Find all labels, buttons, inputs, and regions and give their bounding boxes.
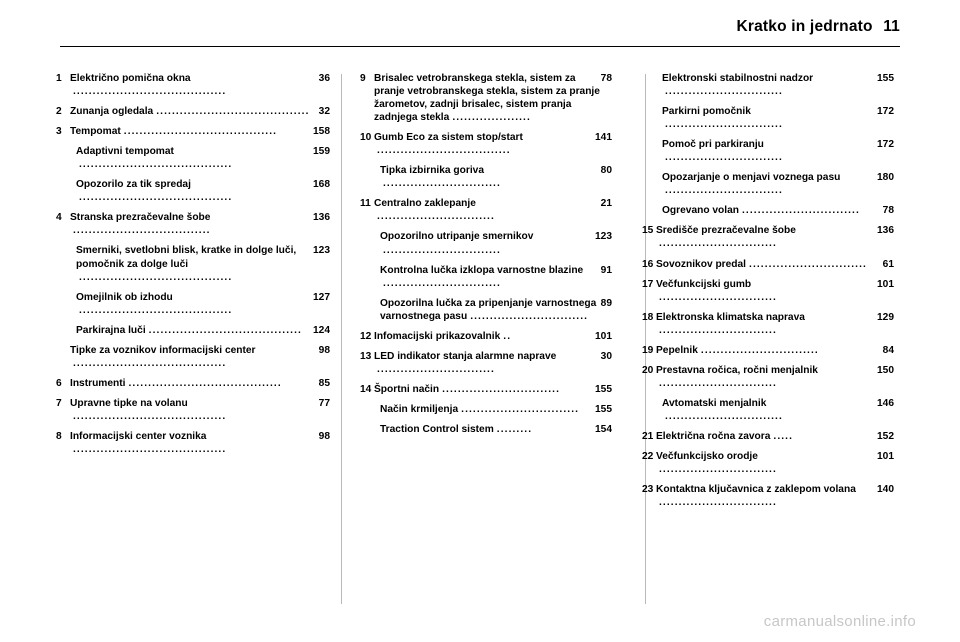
toc-entry-title-wrap [76, 291, 330, 317]
toc-entry-label: Zunanja ogledala [70, 106, 154, 118]
toc-entry-number: 22 [642, 451, 654, 463]
toc-entry-label: Opozarjanje o menjavi voznega pasu [662, 172, 841, 184]
toc-entry-title-wrap [656, 430, 894, 443]
toc-entry-label: Tipke za voznikov informacijski center [70, 344, 256, 356]
toc-entry-label: Središče prezračevalne šobe [656, 225, 796, 237]
toc-entry[interactable] [380, 264, 612, 290]
leader-dots: .............................. [442, 383, 561, 395]
toc-entry-label: Stranska prezračevalne šobe [70, 212, 211, 224]
leader-dots: .............................. [461, 403, 580, 415]
leader-dots: .............................. [377, 363, 495, 375]
toc-entry-page: 172 [877, 139, 894, 151]
toc-entry-page: 36 [318, 73, 330, 84]
toc-columns [56, 72, 904, 516]
leader-dots: ................................... [73, 225, 211, 237]
toc-entry[interactable] [76, 178, 330, 204]
toc-entry-title-wrap [380, 403, 612, 416]
toc-entry-title-wrap [374, 330, 612, 343]
toc-entry-page: 124 [313, 324, 330, 336]
toc-entry-page: 123 [595, 231, 612, 243]
toc-entry[interactable] [642, 364, 894, 390]
toc-entry-number: 7 [56, 397, 62, 409]
leader-dots: .............................. [659, 377, 777, 389]
leader-dots: ....................................... [148, 324, 302, 336]
toc-entry[interactable] [642, 311, 894, 337]
toc-entry-label: Športni način [374, 383, 440, 395]
toc-entry-label: Informacijski center voznika [70, 430, 207, 442]
toc-entry-page: 32 [318, 106, 330, 118]
toc-entry-page: 129 [877, 311, 894, 323]
toc-entry-page: 155 [595, 403, 612, 415]
toc-entry[interactable] [56, 344, 330, 370]
toc-entry-label: Elektronska klimatska naprava [656, 311, 805, 323]
toc-entry-number: 6 [56, 377, 62, 389]
toc-entry[interactable] [380, 230, 612, 256]
leader-dots: .............................. [742, 205, 860, 217]
watermark: carmanualsonline.info [763, 613, 916, 630]
toc-entry-page: 159 [313, 146, 330, 158]
toc-entry-page: 78 [882, 205, 894, 217]
leader-dots: .............................. [665, 410, 783, 422]
toc-entry-label: Parkirajna luči [76, 324, 146, 336]
toc-entry-page: 152 [877, 430, 894, 442]
page-number: 11 [883, 18, 900, 35]
toc-entry-title-wrap [662, 105, 894, 131]
leader-dots: .............................. [383, 244, 501, 256]
toc-entry-label: Instrumenti [70, 377, 126, 389]
leader-dots: .................................. [377, 145, 511, 157]
leader-dots: .................... [452, 112, 531, 124]
header-rule [60, 46, 900, 47]
leader-dots: ......... [496, 423, 533, 435]
toc-entry-number: 15 [642, 225, 654, 237]
toc-entry-label: Tempomat [70, 126, 121, 138]
toc-entry[interactable] [76, 291, 330, 317]
toc-entry-page: 180 [877, 172, 894, 184]
toc-entry-page: 123 [313, 245, 330, 257]
toc-entry[interactable] [56, 430, 330, 456]
toc-entry[interactable] [76, 244, 330, 283]
toc-entry-page: 101 [595, 330, 612, 342]
toc-entry-title-wrap [70, 105, 330, 118]
leader-dots: .............................. [659, 238, 777, 250]
toc-entry-title-wrap [374, 350, 612, 376]
toc-entry[interactable] [662, 72, 894, 98]
toc-entry[interactable] [360, 131, 612, 157]
toc-entry-label: Električna ročna zavora [656, 430, 771, 442]
toc-entry[interactable] [76, 324, 330, 337]
toc-entry-title-wrap [374, 383, 612, 396]
toc-entry-title-wrap [662, 72, 894, 98]
toc-entry-number: 20 [642, 364, 654, 376]
toc-entry-page: 168 [313, 179, 330, 191]
leader-dots: ..... [773, 430, 794, 442]
toc-entry-page: 30 [600, 350, 612, 362]
toc-entry-page: 150 [877, 364, 894, 376]
toc-entry-page: 78 [600, 73, 612, 84]
toc-entry[interactable] [380, 403, 612, 416]
toc-entry[interactable] [380, 164, 612, 190]
toc-entry-title-wrap [380, 230, 612, 256]
toc-entry-page: 80 [600, 165, 612, 177]
toc-entry-title-wrap [662, 204, 894, 217]
toc-entry-number: 17 [642, 278, 654, 290]
toc-entry-page: 146 [877, 397, 894, 409]
toc-entry[interactable] [642, 278, 894, 304]
leader-dots: ....................................... [73, 86, 227, 98]
toc-entry-label: Avtomatski menjalnik [662, 397, 767, 409]
toc-entry-title-wrap [662, 138, 894, 164]
toc-entry[interactable] [56, 105, 330, 118]
leader-dots: ....................................... [156, 106, 310, 118]
toc-entry-number: 21 [642, 430, 654, 442]
toc-entry[interactable] [360, 72, 612, 124]
leader-dots: ....................................... [123, 126, 278, 138]
toc-entry-number: 9 [360, 73, 366, 84]
toc-entry-page: 21 [600, 198, 612, 210]
toc-entry-label: Pomoč pri parkiranju [662, 139, 764, 151]
leader-dots: .............................. [749, 258, 867, 270]
toc-entry-page: 98 [318, 344, 330, 356]
toc-column-1 [56, 72, 338, 516]
toc-column-3 [620, 72, 902, 516]
leader-dots: ....................................... [79, 192, 233, 204]
toc-entry-number: 4 [56, 212, 62, 224]
leader-dots: ....................................... [79, 159, 233, 171]
toc-entry-page: 84 [882, 344, 894, 356]
toc-column-2 [338, 72, 620, 516]
toc-entry[interactable] [662, 397, 894, 423]
toc-entry-page: 98 [318, 430, 330, 442]
toc-entry-page: 85 [318, 377, 330, 389]
toc-entry-title-wrap [656, 344, 894, 357]
leader-dots: .............................. [659, 324, 777, 336]
toc-entry-label: Sovoznikov predal [656, 258, 747, 270]
toc-entry-number: 3 [56, 126, 62, 138]
toc-entry-number: 8 [56, 430, 62, 442]
toc-entry-title-wrap [374, 197, 612, 223]
toc-entry-label: Večfunkcijsko orodje [656, 451, 758, 463]
toc-entry-label: LED indikator stanja alarmne naprave [374, 350, 557, 362]
toc-entry[interactable] [56, 211, 330, 237]
page-header [60, 18, 900, 36]
toc-entry-title-wrap [76, 145, 330, 171]
toc-entry-label: Parkirni pomočnik [662, 106, 751, 118]
toc-entry-page: 172 [877, 106, 894, 118]
toc-entry-title-wrap [656, 364, 894, 390]
toc-entry[interactable] [56, 377, 330, 390]
toc-entry[interactable] [56, 397, 330, 423]
toc-entry-number: 13 [360, 350, 372, 362]
toc-entry-title-wrap [70, 377, 330, 390]
toc-entry-title-wrap [656, 450, 894, 476]
toc-entry-page: 136 [313, 212, 330, 224]
toc-entry-page: 89 [600, 297, 612, 309]
toc-entry-title-wrap [662, 171, 894, 197]
leader-dots: .............................. [470, 310, 589, 322]
toc-entry[interactable] [360, 330, 612, 343]
toc-entry-label: Pepelnik [656, 344, 698, 356]
toc-entry[interactable] [642, 344, 894, 357]
leader-dots: ....................................... [79, 271, 233, 283]
toc-entry[interactable] [56, 125, 330, 138]
toc-entry-page: 77 [318, 397, 330, 409]
toc-entry-title-wrap [656, 311, 894, 337]
leader-dots: .............................. [383, 178, 501, 190]
toc-entry-label: Opozorilo za tik spredaj [76, 179, 191, 191]
leader-dots: .............................. [665, 152, 783, 164]
toc-entry[interactable] [642, 258, 894, 271]
toc-entry-label: Kontrolna lučka izklopa varnostne blazine [380, 264, 584, 276]
toc-entry-label: Tipka izbirnika goriva [380, 165, 484, 177]
toc-entry-label: Smerniki, svetlobni blisk, kratke in dolge luči, pomočnik za dolge luči [76, 245, 297, 270]
toc-entry-page: 158 [313, 126, 330, 138]
toc-entry-title-wrap [380, 264, 612, 290]
toc-entry-label: Opozorilno utripanje smernikov [380, 231, 534, 243]
toc-entry-page: 91 [600, 264, 612, 276]
toc-entry-label: Elektronski stabilnostni nadzor [662, 73, 814, 84]
toc-entry[interactable] [662, 138, 894, 164]
leader-dots: .............................. [700, 344, 819, 356]
toc-entry-number: 11 [360, 198, 371, 210]
toc-entry[interactable] [360, 197, 612, 223]
toc-entry-number: 18 [642, 311, 654, 323]
toc-entry-page: 136 [877, 225, 894, 237]
toc-entry-label: Upravne tipke na volanu [70, 397, 188, 409]
toc-entry[interactable] [662, 171, 894, 197]
toc-entry-number: 10 [360, 132, 372, 144]
toc-entry-title-wrap [374, 131, 612, 157]
toc-entry-label: Traction Control sistem [380, 423, 494, 435]
toc-entry-label: Prestavna ročica, ročni menjalnik [656, 364, 818, 376]
toc-entry[interactable] [360, 350, 612, 376]
toc-entry-number: 2 [56, 106, 62, 118]
toc-entry-title-wrap [70, 72, 330, 98]
leader-dots: .............................. [665, 185, 783, 197]
leader-dots: ....................................... [128, 377, 282, 389]
header-title: Kratko in jedrnato [736, 18, 873, 35]
toc-entry-page: 155 [877, 73, 894, 84]
toc-entry-title-wrap [662, 397, 894, 423]
leader-dots: .............................. [665, 119, 783, 131]
toc-entry[interactable] [360, 383, 612, 396]
leader-dots: ....................................... [73, 444, 227, 456]
leader-dots: .............................. [377, 211, 495, 223]
toc-entry-title-wrap [374, 72, 612, 124]
toc-entry-label: Električno pomična okna [70, 73, 191, 84]
leader-dots: ....................................... [73, 357, 227, 369]
leader-dots: .. [503, 330, 512, 342]
toc-entry-number: 12 [360, 330, 372, 342]
toc-entry-label: Adaptivni tempomat [76, 146, 174, 158]
toc-entry-label: Ogrevano volan [662, 205, 739, 217]
toc-entry-title-wrap [70, 397, 330, 423]
toc-entry-title-wrap [656, 258, 894, 271]
toc-entry-label: Infomacijski prikazovalnik [374, 330, 501, 342]
toc-entry-title-wrap [380, 164, 612, 190]
toc-entry-title-wrap [76, 244, 330, 283]
toc-entry-label: Kontaktna ključavnica z zaklepom volana [656, 484, 856, 496]
toc-entry-title-wrap [656, 483, 894, 509]
toc-entry-page: 127 [313, 291, 330, 303]
toc-entry-label: Centralno zaklepanje [374, 198, 476, 210]
toc-entry-title-wrap [656, 278, 894, 304]
toc-entry[interactable] [56, 72, 330, 98]
toc-entry-title-wrap [656, 224, 894, 250]
toc-entry-number: 1 [56, 73, 62, 84]
leader-dots: .............................. [665, 86, 783, 98]
toc-entry-title-wrap [380, 423, 612, 436]
toc-entry[interactable] [662, 204, 894, 217]
toc-entry[interactable] [662, 105, 894, 131]
leader-dots: .............................. [659, 497, 777, 509]
toc-entry-label: Večfunkcijski gumb [656, 278, 752, 290]
toc-entry-number: 19 [642, 344, 654, 356]
toc-entry[interactable] [76, 145, 330, 171]
toc-entry[interactable] [642, 450, 894, 476]
toc-entry[interactable] [380, 423, 612, 436]
toc-entry-page: 101 [877, 278, 894, 290]
toc-entry-title-wrap [70, 344, 330, 370]
toc-entry-title-wrap [76, 178, 330, 204]
toc-entry-number: 14 [360, 383, 372, 395]
toc-entry-page: 140 [877, 484, 894, 496]
leader-dots: .............................. [383, 277, 501, 289]
leader-dots: .............................. [659, 291, 777, 303]
leader-dots: ....................................... [79, 304, 233, 316]
toc-entry-label: Opozorilna lučka za pripenjanje varnostnega varnostnega pasu [380, 297, 597, 322]
leader-dots: .............................. [659, 464, 777, 476]
toc-entry-title-wrap [70, 430, 330, 456]
toc-entry-page: 154 [595, 423, 612, 435]
toc-entry-title-wrap [380, 297, 612, 323]
toc-entry-title-wrap [70, 125, 330, 138]
toc-entry-page: 155 [595, 383, 612, 395]
leader-dots: ....................................... [73, 410, 227, 422]
toc-entry-label: Način krmiljenja [380, 403, 459, 415]
toc-entry-page: 101 [877, 451, 894, 463]
toc-entry[interactable] [380, 297, 612, 323]
toc-entry-title-wrap [70, 211, 330, 237]
toc-entry-page: 61 [882, 258, 894, 270]
toc-entry[interactable] [642, 430, 894, 443]
toc-entry[interactable] [642, 224, 894, 250]
toc-entry-page: 141 [595, 132, 612, 144]
toc-entry-number: 23 [642, 484, 654, 496]
toc-entry-label: Gumb Eco za sistem stop/start [374, 132, 523, 144]
toc-entry-title-wrap [76, 324, 330, 337]
toc-entry[interactable] [642, 483, 894, 509]
toc-entry-label: Omejilnik ob izhodu [76, 291, 173, 303]
toc-entry-number: 16 [642, 258, 654, 270]
toc-entry-label: Brisalec vetrobranskega stekla, sistem za pranje vetrobranskega stekla, sistem za pranje žarometov, zadnji brisalec, sistem pranja zadnjega stekla [374, 73, 600, 124]
